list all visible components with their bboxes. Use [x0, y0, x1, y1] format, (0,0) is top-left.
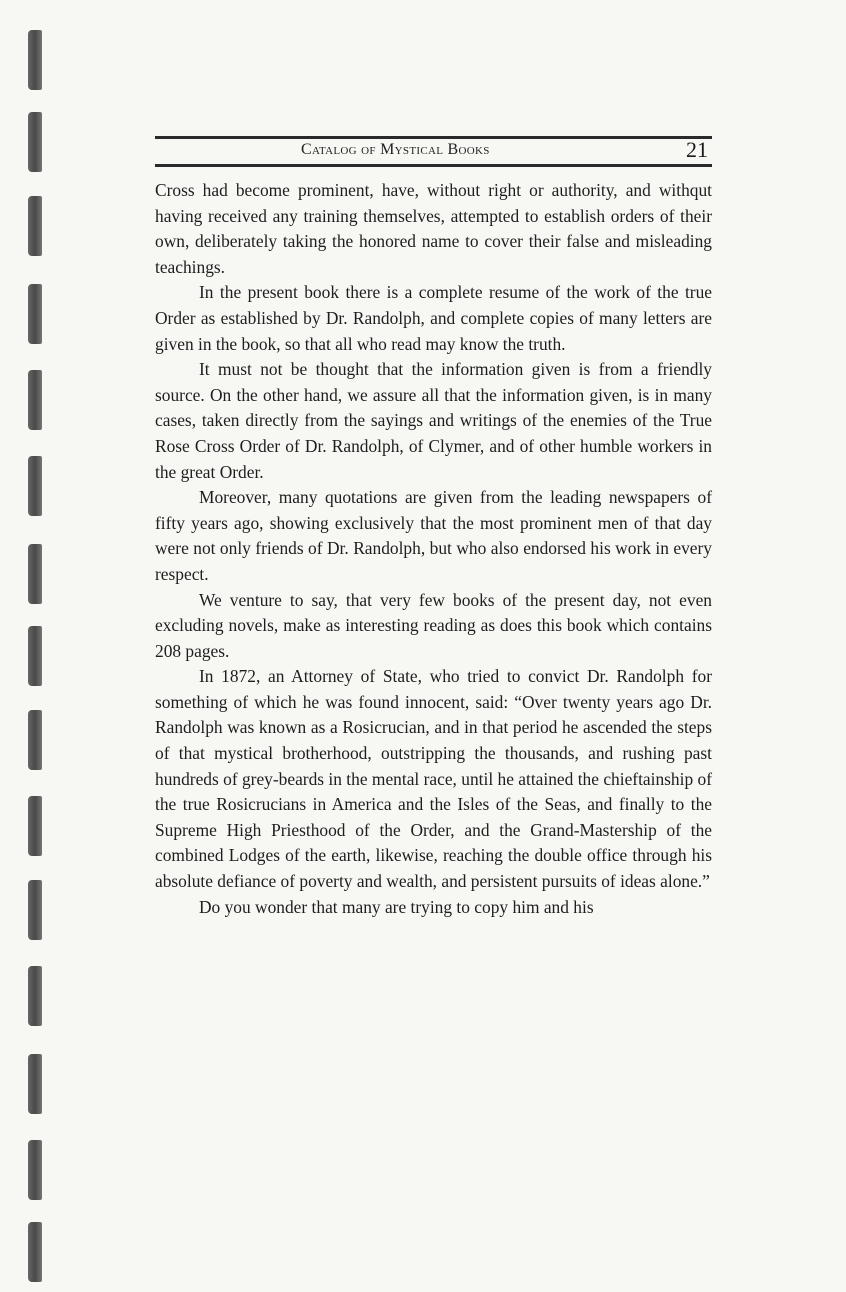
binding-hole: [28, 626, 42, 686]
spiral-binding: [28, 0, 68, 1292]
paragraph: In the present book there is a complete resume of the work of the true Order as established by Dr. Randolph, and complete copies of many letters are given in the book, so that all who read may know the truth.: [155, 282, 712, 354]
binding-hole: [28, 456, 42, 516]
binding-hole: [28, 1222, 42, 1282]
page-header: [155, 130, 712, 168]
header-rule-top: [155, 136, 712, 139]
binding-hole: [28, 710, 42, 770]
paragraph: We venture to say, that very few books of the present day, not even excluding novels, make as interesting reading as does this book which contains 208 pages.: [155, 589, 712, 661]
running-title: Catalog of Mystical Books: [301, 141, 490, 158]
binding-hole: [28, 966, 42, 1026]
binding-hole: [28, 796, 42, 856]
page-number: 21: [686, 137, 708, 162]
binding-hole: [28, 544, 42, 604]
binding-hole: [28, 30, 42, 90]
paragraph: It must not be thought that the information given is from a friendly source. On the other hand, we assure all that the information given, is in many cases, taken directly from the sayings and writings of the enemies of the True Rose Cross Order of Dr. Randolph, of Clymer, and of other humble workers in the great Order.: [155, 359, 712, 482]
paragraph: Cross had become prominent, have, without right or authority, and withqut having received any training themselves, attempted to establish orders of their own, deliberately taking the honored name to cover their false and misleading teachings.: [155, 180, 712, 277]
header-rule-bottom: [155, 164, 712, 167]
binding-hole: [28, 1140, 42, 1200]
paragraph: Do you wonder that many are trying to copy him and his: [199, 896, 594, 917]
binding-hole: [28, 1054, 42, 1114]
paragraph: In 1872, an Attorney of State, who tried to convict Dr. Randolph for something of which he was found innocent, said: “Over twenty years ago Dr. Randolph was known as a Rosicrucian, and in that period he ascended the steps of that mystical brotherhood, outstripping the thousands, and rushing past hundreds of grey-beards in the mental race, until he attained the chieftainship of the true Rosicrucians in America and the Isles of the Seas, and finally to the Supreme High Priesthood of the Order, and the Grand-Mastership of the combined Lodges of the earth, likewise, reaching the double office through his absolute defiance of poverty and wealth, and persistent pursuits of ideas alone.”: [155, 666, 712, 892]
binding-hole: [28, 112, 42, 172]
binding-hole: [28, 880, 42, 940]
body-text: [155, 178, 712, 920]
binding-hole: [28, 284, 42, 344]
binding-hole: [28, 196, 42, 256]
binding-hole: [28, 370, 42, 430]
paragraph: Moreover, many quotations are given from the leading newspapers of fifty years ago, showing exclusively that the most prominent men of that day were not only friends of Dr. Randolph, but who also endorsed his work in every respect.: [155, 487, 712, 584]
